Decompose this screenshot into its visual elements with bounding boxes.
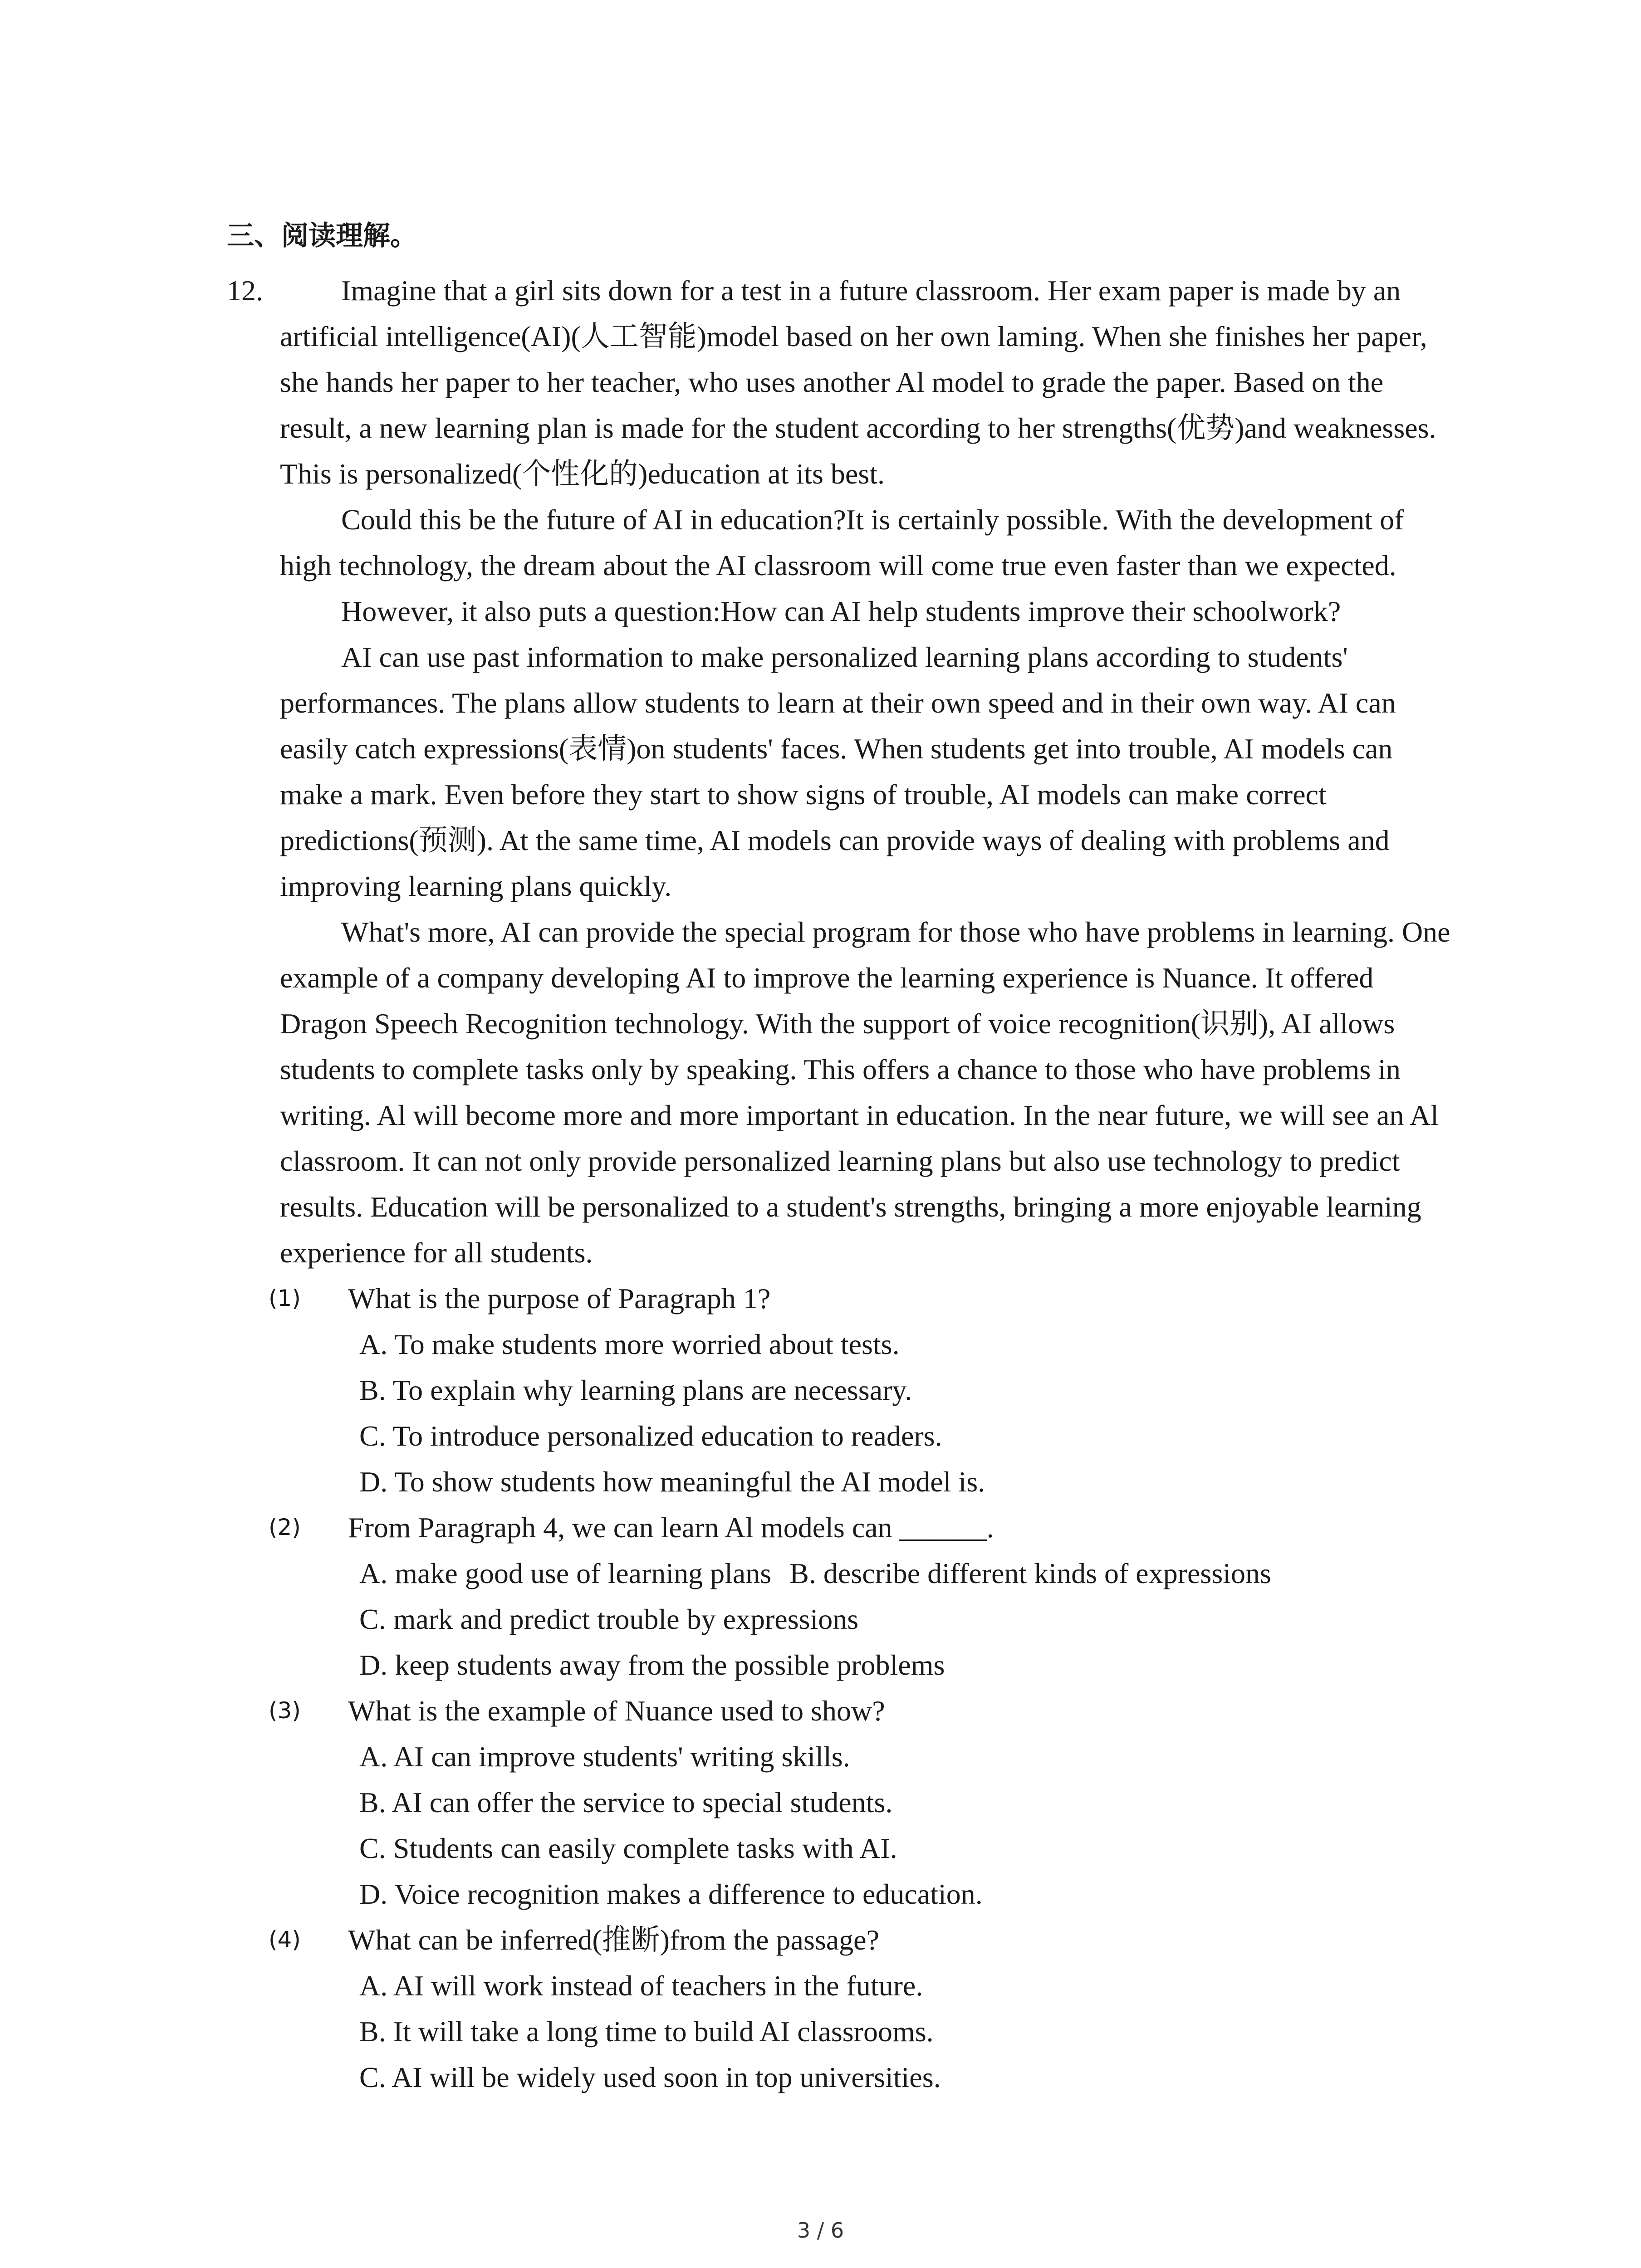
sub-question-number: (3) [269, 1697, 301, 1724]
option-a: A. make good use of learning plans [359, 1557, 772, 1589]
paragraph-4 [280, 634, 1460, 909]
option-d: D. Voice recognition makes a difference to education. [359, 1878, 983, 1910]
paragraph-3 [280, 588, 1460, 634]
option-a: A. AI can improve students' writing skills. [359, 1740, 850, 1773]
reading-passage [269, 268, 1460, 2100]
sub-question-4 [269, 1917, 1460, 2100]
section-title: 三、阅读理解。 [227, 220, 417, 252]
option-b: B. To explain why learning plans are necessary. [359, 1374, 912, 1406]
option-a: A. AI will work instead of teachers in the future. [359, 1970, 923, 2002]
paragraph-1 [280, 268, 1460, 497]
option-c: C. mark and predict trouble by expressions [359, 1603, 859, 1635]
option-d: D. To show students how meaningful the AI model is. [359, 1466, 985, 1498]
question-number: 12. [227, 274, 263, 307]
sub-question-text: What can be inferred(推断)from the passage? [348, 1924, 879, 1956]
option-c: C. Students can easily complete tasks with AI. [359, 1832, 897, 1864]
sub-question-number: (2) [269, 1514, 301, 1540]
sub-question-text: What is the example of Nuance used to show? [348, 1695, 885, 1727]
sub-question-2 [269, 1505, 1460, 1688]
option-b: B. describe different kinds of expressions [789, 1557, 1271, 1589]
option-row [280, 1550, 1460, 1596]
paragraph-2 [280, 497, 1460, 588]
paragraph-5 [280, 909, 1460, 1276]
sub-question-text: What is the purpose of Paragraph 1? [348, 1282, 771, 1315]
option-c: C. AI will be widely used soon in top universities. [359, 2061, 941, 2093]
sub-question-3 [269, 1688, 1460, 1917]
sub-question-number: (1) [269, 1285, 301, 1311]
option-b: B. It will take a long time to build AI classrooms. [359, 2015, 934, 2048]
option-a: A. To make students more worried about tests. [359, 1328, 900, 1360]
option-c: C. To introduce personalized education to readers. [359, 1420, 942, 1452]
sub-question-number: (4) [269, 1926, 301, 1953]
sub-question-1 [269, 1276, 1460, 1505]
option-b: B. AI can offer the service to special students. [359, 1786, 893, 1818]
paragraph-text: However, it also puts a question:How can AI help students improve their schoolwork? [341, 595, 1341, 627]
paragraph-text: AI can use past information to make personalized learning plans according to students' performances. The plans allow students to learn at their own speed and in their own way. AI can easily catch expressions(表情)on students' faces. When students get into trouble, AI models can make a mark. Even before they start to show signs of trouble, AI models can make correct predictions(预测). At the same time, AI models can provide ways of dealing with problems and improving learning plans quickly. [280, 641, 1396, 902]
paragraph-text: What's more, AI can provide the special program for those who have problems in learning. One example of a company developing AI to improve the learning experience is Nuance. It offered Dragon Speech Recognition technology. With the support of voice recognition(识别), AI allows students to complete tasks only by speaking. This offers a chance to those who have problems in writing. Al will become more and more important in education. In the near future, we will see an Al classroom. It can not only provide personalized learning plans but also use technology to predict results. Education will be personalized to a student's strengths, bringing a more enjoyable learning experience for all students. [280, 916, 1450, 1269]
paragraph-text: Imagine that a girl sits down for a test in a future classroom. Her exam paper is made by an artificial intelligence(AI)(人工智能)model based on her own laming. When she finishes her paper, she hands her paper to her teacher, who uses another Al model to grade the paper. Based on the result, a new learning plan is made for the student according to her strengths(优势)and weaknesses. This is personalized(个性化的)education at its best. [280, 274, 1436, 490]
paragraph-text: Could this be the future of AI in education?It is certainly possible. With the development of high technology, the dream about the AI classroom will come true even faster than we expected. [280, 503, 1404, 582]
sub-question-text: From Paragraph 4, we can learn Al models can ______. [348, 1511, 994, 1544]
page-number: 3 / 6 [797, 2218, 844, 2243]
option-d: D. keep students away from the possible problems [359, 1649, 945, 1681]
